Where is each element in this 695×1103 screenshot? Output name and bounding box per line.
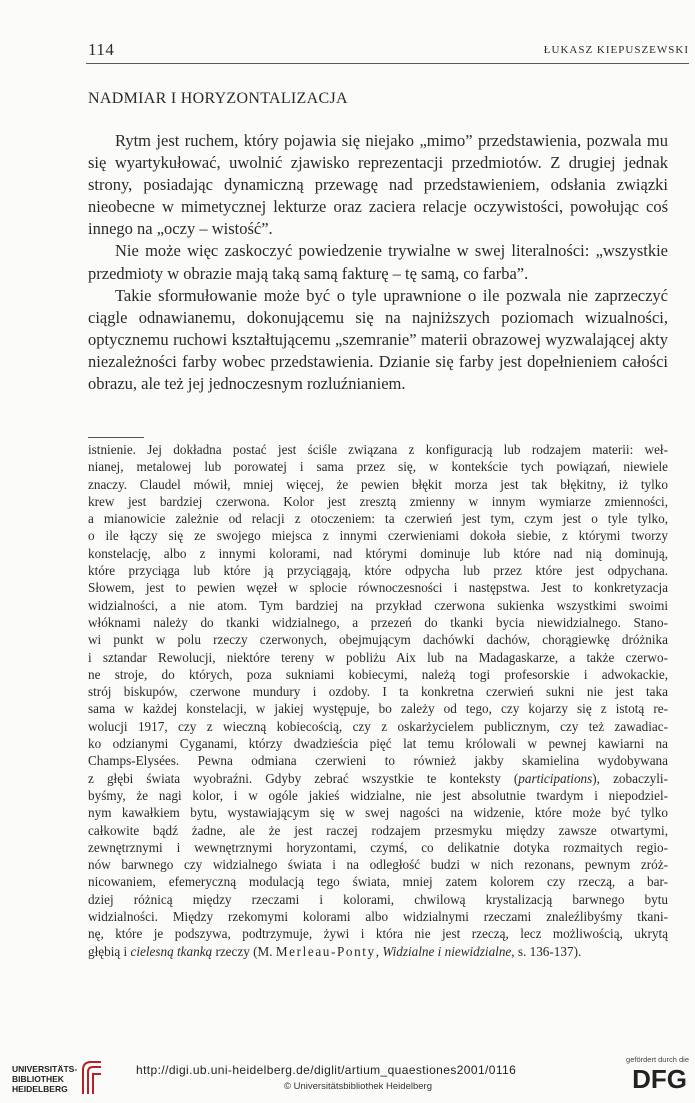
footnote-line: z głębi świata wyobraźni. Gdyby zebrać wszystkie te konteksty (participations), zobaczyli- (88, 770, 668, 786)
footnote-line: całkowite bądź żadne, ale że jest raczej rodzajem przesmyku między zawsze otwartymi, (88, 822, 668, 838)
paragraph: Nie może więc zaskoczyć powiedzenie trywialne w swej literalności: „wszystkie przedmioty w obrazie mają taką samą fakturę – tę samą, co farba”. (88, 241, 668, 283)
footnote-line: nicowaniem, efemeryczną modulacją tego świata, mniej zatem kolorem czy rzeczą, a bar- (88, 874, 668, 890)
footnote-rule (88, 437, 144, 438)
footnote-line: krew jest bardziej czerwona. Kolor jest zresztą zmienny w innym wymiarze zmienności, (88, 493, 668, 509)
footnote-line: Champs-Elysées. Pewna odmiana czerwieni to również jakby skamielina wydobywana (88, 753, 668, 769)
footnote-line: głębią i cielesną tkanką rzeczy (M. Merleau-Ponty, Widzialne i niewidzialne, s. 136-137). (88, 943, 582, 959)
footnote-line: nę, które je podszywa, podtrzymuje, żywi i która nie jest rzeczą, lecz możliwością, ukrytą (88, 926, 668, 942)
library-emblem-icon (81, 1060, 103, 1096)
library-name-line: UNIVERSITÄTS- (12, 1064, 78, 1074)
footnote-line: konstelację, albo z innymi kolorami, nad którymi dominuje lub które nad nią dominują, (88, 545, 668, 561)
digital-copy-link[interactable]: http://digi.ub.uni-heidelberg.de/diglit/artium_quaestiones2001/0116 (136, 1063, 517, 1077)
header-rule (86, 63, 689, 64)
footnote-line: o ile łączy się ze swojego miejsca z innymi czerwieniami dokoła siebie, z którymi tworzy (88, 528, 668, 544)
library-name-line: HEIDELBERG (12, 1084, 68, 1094)
footnote-line: byśmy, że nagi kolor, i w ogóle jakieś widzialne, nie jest absolutnie twardym i niepodziel- (88, 787, 668, 803)
footnote-line: strój biskupów, czerwone mundury i ozdoby. I ta konkretna czerwień sukni nie jest taka (88, 684, 668, 700)
paragraph: Rytm jest ruchem, który pojawia się niejako „mimo” przedstawienia, pozwala mu się wyartykułować, uwolnić zjawisko reprezentacji przedmiotów. Z drugiej jednak strony, posiadając dynamiczną przewagę nad przedstawieniem, odsłania związki nieobecne w mimetycznej lekturze oraz zaciera relacje oczywistości, powołując coś innego na „oczy – wistość”. (88, 131, 668, 239)
footnote-line: wolucji 1917, czy z wieczną kobiecością, czy z oskarżycielem publicznym, czy też zawadiac- (88, 718, 668, 734)
footer (0, 1048, 695, 1103)
dfg-caption: gefördert durch die (626, 1055, 689, 1064)
footnote-line: widzialności. Między rzekomymi kolorami albo widzialnymi rzeczami znaleźlibyśmy tkani- (88, 909, 668, 925)
footnote-line: Słowem, jest to pewien węzeł w splocie równoczesności i następstwa. Jest to konkretyzacja (88, 580, 668, 596)
footnote-line: nów barwnego czy widzialnego świata i na odległość budzi w nich rezonans, pewnym zróż- (88, 857, 668, 873)
body-text (88, 130, 668, 395)
dfg-logo[interactable]: DFG (632, 1064, 687, 1094)
page-number: 114 (88, 40, 115, 59)
paragraph: Takie sformułowanie może być o tyle uprawnione o ile pozwala nie zaprzeczyć ciągle odnawianemu, dokonującemu się na najniższych poziomach wizualności, optycznemu ruchowi kształtującemu „szemranie” materii obrazowej wyzwalającej akty niezależności farby wobec przedstawienia. Dzianie się farby jest dopełnieniem całości obrazu, ale też jej jednoczesnym rozluźnianiem. (88, 285, 668, 394)
library-logo[interactable] (6, 1054, 98, 1094)
footnote-line: ne stroje, do których, poza sukniami kobiecymi, należą togi profesorskie i adwokackie, (88, 666, 668, 682)
footnote (88, 441, 668, 960)
footnote-line: włóknami należy do tkanki widzialnego, a przezeń do tkanki bycia niewidzialnego. Stano- (88, 614, 668, 630)
library-name-line: BIBLIOTHEK (12, 1074, 64, 1084)
footnote-line: widzialności, a nie atom. Tym bardziej na przykład czerwona sukienka wszystkimi swoimi (88, 597, 668, 613)
footnote-line: i sztandar Rewolucji, niektóre tereny w pobliżu Aix lub na Madagaskarze, a także czerwo- (88, 649, 668, 665)
footnote-line: nianej, metalowej lub porowatej i sama przez się, w kontekście tych powiązań, niewiele (88, 459, 668, 475)
footnote-line: znaczy. Claudel mówił, mniej więcej, że pewien błękit morza jest tak błękitny, iż tylko (88, 476, 668, 492)
footnote-line: wi punkt w polu rzeczy czerwonych, obejmującym dachówki dachów, chorągiewkę dróżnika (88, 632, 668, 648)
footnote-line: a mianowicie zależnie od relacji z otoczeniem: ta czerwień jest tym, czym jest o tyle tylko, (88, 511, 668, 527)
section-title: NADMIAR I HORYZONTALIZACJA (88, 90, 348, 107)
footnote-line: zewnętrznymi i wewnętrznymi horyzontami, czymś, co delikatnie dotyka rozmaitych regio- (88, 839, 668, 855)
running-head: ŁUKASZ KIEPUSZEWSKI (543, 44, 689, 56)
footnote-line: sama w każdej konstelacji, w jakiej występuje, bo zależy od tego, czy kojarzy się z istotą re- (88, 701, 668, 717)
copyright-notice: © Universitätsbibliothek Heidelberg (284, 1081, 432, 1092)
footnote-line: które przyciąga lub które ją przyciągają, które odpycha lub przez które jest odpychana. (88, 563, 668, 579)
footnote-line: dziej różnicą między rzeczami i kolorami, chwilową krystalizacją barwnego bytu (88, 891, 668, 907)
footnote-line: istnienie. Jej dokładna postać jest ściśle związana z konfiguracją lub rodzajem materii: weł- (88, 442, 668, 457)
footnote-line: ko odzianymi Cyganami, którzy dwadzieścia pięć lat temu królowali w pewnej kawiarni na (88, 736, 668, 752)
footnote-line: nym kawałkiem bytu, wystawiającym się w swej nagości na widzenie, które może być tylko (88, 805, 668, 821)
